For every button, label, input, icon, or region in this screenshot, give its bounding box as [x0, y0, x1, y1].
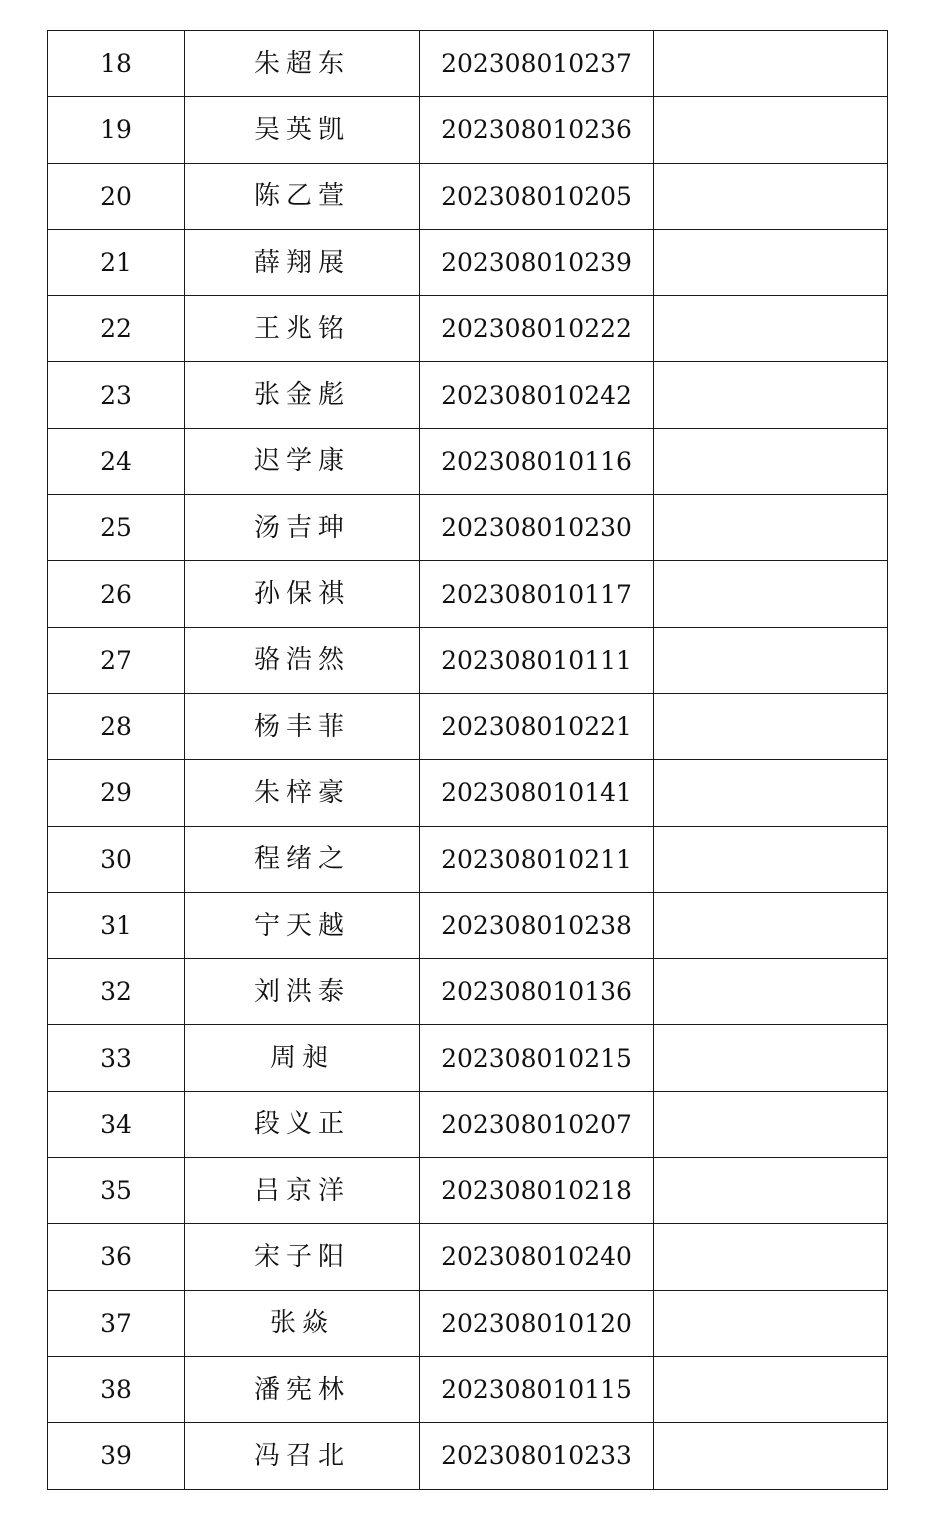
student-name-cell: 汤吉珅: [185, 495, 420, 561]
student-name-cell: 宁天越: [185, 892, 420, 958]
table-row: [48, 1224, 888, 1290]
student-name-cell: 段义正: [185, 1091, 420, 1157]
student-id-cell: 202308010215: [420, 1025, 654, 1091]
student-name-cell: 张焱: [185, 1290, 420, 1356]
row-number-cell: 18: [48, 31, 185, 97]
row-number-cell: 38: [48, 1356, 185, 1422]
student-name-cell: 薛翔展: [185, 229, 420, 295]
remarks-cell: [654, 495, 888, 561]
table-row: [48, 1158, 888, 1224]
student-id-cell: 202308010205: [420, 163, 654, 229]
table-row: [48, 1290, 888, 1356]
remarks-cell: [654, 1356, 888, 1422]
remarks-cell: [654, 296, 888, 362]
remarks-cell: [654, 1224, 888, 1290]
student-id-cell: 202308010141: [420, 760, 654, 826]
student-id-cell: 202308010233: [420, 1423, 654, 1489]
student-id-cell: 202308010211: [420, 826, 654, 892]
remarks-cell: [654, 760, 888, 826]
table-row: [48, 760, 888, 826]
student-name-cell: 吴英凯: [185, 97, 420, 163]
student-name-cell: 朱梓豪: [185, 760, 420, 826]
row-number-cell: 39: [48, 1423, 185, 1489]
row-number-cell: 27: [48, 627, 185, 693]
table-row: [48, 959, 888, 1025]
table-row: [48, 1025, 888, 1091]
remarks-cell: [654, 428, 888, 494]
student-name-cell: 张金彪: [185, 362, 420, 428]
table-row: [48, 296, 888, 362]
table-row: [48, 1091, 888, 1157]
remarks-cell: [654, 627, 888, 693]
student-name-cell: 朱超东: [185, 31, 420, 97]
row-number-cell: 30: [48, 826, 185, 892]
row-number-cell: 22: [48, 296, 185, 362]
row-number-cell: 34: [48, 1091, 185, 1157]
student-id-cell: 202308010242: [420, 362, 654, 428]
table-row: [48, 362, 888, 428]
remarks-cell: [654, 892, 888, 958]
row-number-cell: 28: [48, 693, 185, 759]
student-id-cell: 202308010120: [420, 1290, 654, 1356]
remarks-cell: [654, 1158, 888, 1224]
table-row: [48, 693, 888, 759]
student-name-cell: 宋子阳: [185, 1224, 420, 1290]
student-id-cell: 202308010237: [420, 31, 654, 97]
remarks-cell: [654, 97, 888, 163]
table-row: [48, 627, 888, 693]
student-name-cell: 吕京洋: [185, 1158, 420, 1224]
row-number-cell: 25: [48, 495, 185, 561]
remarks-cell: [654, 959, 888, 1025]
student-id-cell: 202308010116: [420, 428, 654, 494]
table-row: [48, 1423, 888, 1489]
student-id-cell: 202308010236: [420, 97, 654, 163]
row-number-cell: 23: [48, 362, 185, 428]
student-id-cell: 202308010136: [420, 959, 654, 1025]
table-row: [48, 826, 888, 892]
student-name-cell: 程绪之: [185, 826, 420, 892]
student-list-table: [47, 30, 888, 1490]
student-name-cell: 王兆铭: [185, 296, 420, 362]
student-name-cell: 骆浩然: [185, 627, 420, 693]
table-row: [48, 428, 888, 494]
row-number-cell: 24: [48, 428, 185, 494]
table-row: [48, 495, 888, 561]
table-row: [48, 31, 888, 97]
student-name-cell: 冯召北: [185, 1423, 420, 1489]
remarks-cell: [654, 163, 888, 229]
remarks-cell: [654, 561, 888, 627]
remarks-cell: [654, 693, 888, 759]
student-id-cell: 202308010238: [420, 892, 654, 958]
row-number-cell: 36: [48, 1224, 185, 1290]
remarks-cell: [654, 31, 888, 97]
table-row: [48, 229, 888, 295]
row-number-cell: 29: [48, 760, 185, 826]
student-id-cell: 202308010222: [420, 296, 654, 362]
remarks-cell: [654, 826, 888, 892]
row-number-cell: 37: [48, 1290, 185, 1356]
row-number-cell: 26: [48, 561, 185, 627]
table-row: [48, 163, 888, 229]
student-id-cell: 202308010207: [420, 1091, 654, 1157]
row-number-cell: 21: [48, 229, 185, 295]
student-id-cell: 202308010117: [420, 561, 654, 627]
student-id-cell: 202308010230: [420, 495, 654, 561]
row-number-cell: 35: [48, 1158, 185, 1224]
table-row: [48, 97, 888, 163]
row-number-cell: 20: [48, 163, 185, 229]
student-id-cell: 202308010111: [420, 627, 654, 693]
student-name-cell: 陈乙萱: [185, 163, 420, 229]
table-body: [48, 31, 888, 1490]
remarks-cell: [654, 229, 888, 295]
row-number-cell: 33: [48, 1025, 185, 1091]
student-id-cell: 202308010221: [420, 693, 654, 759]
remarks-cell: [654, 1423, 888, 1489]
row-number-cell: 19: [48, 97, 185, 163]
student-id-cell: 202308010240: [420, 1224, 654, 1290]
table-row: [48, 1356, 888, 1422]
table-row: [48, 892, 888, 958]
student-name-cell: 孙保祺: [185, 561, 420, 627]
row-number-cell: 32: [48, 959, 185, 1025]
remarks-cell: [654, 1025, 888, 1091]
student-name-cell: 杨丰菲: [185, 693, 420, 759]
student-name-cell: 周昶: [185, 1025, 420, 1091]
student-name-cell: 迟学康: [185, 428, 420, 494]
student-name-cell: 刘洪泰: [185, 959, 420, 1025]
remarks-cell: [654, 362, 888, 428]
table-row: [48, 561, 888, 627]
student-id-cell: 202308010218: [420, 1158, 654, 1224]
student-name-cell: 潘宪林: [185, 1356, 420, 1422]
remarks-cell: [654, 1290, 888, 1356]
remarks-cell: [654, 1091, 888, 1157]
student-id-cell: 202308010239: [420, 229, 654, 295]
row-number-cell: 31: [48, 892, 185, 958]
student-id-cell: 202308010115: [420, 1356, 654, 1422]
